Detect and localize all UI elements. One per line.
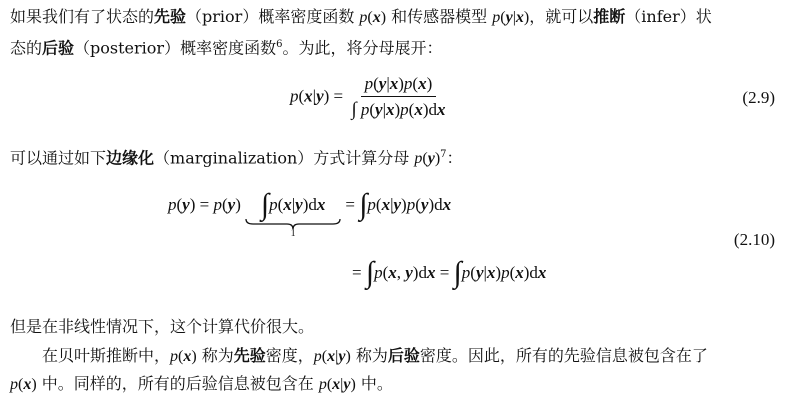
paragraph-3: 但是在非线性情况下，这个计算代价很大。: [10, 317, 315, 336]
paragraph-1-line-1: [10, 4, 712, 31]
text: 密度。因此，所有的先验信息被包含在了: [419, 346, 708, 365]
text: （posterior）概率密度函数: [74, 38, 277, 58]
term-prior: 先验: [233, 346, 266, 365]
text: ：: [446, 148, 463, 168]
text: 称为: [350, 346, 388, 365]
underbrace-group: ∫p(x|y)dx 1: [245, 184, 341, 239]
fraction: $\frac{p(y|x)p(x)}{\int p(y|x)p(x)dx}$: [351, 74, 446, 120]
text: 中。同样的，所有的后验信息被包含在: [36, 374, 319, 393]
term-posterior: 后验: [387, 346, 420, 365]
text: 。为此，将分母展开：: [282, 38, 443, 58]
term-posterior: 后验: [42, 38, 75, 58]
math-px: p(x): [170, 348, 197, 365]
text: 态的: [10, 38, 43, 58]
text: （marginalization）方式计算分母: [154, 148, 415, 168]
text: 可以通过如下: [10, 148, 107, 168]
text: 如果我们有了状态的: [10, 7, 155, 26]
math-px: p(x): [359, 9, 387, 26]
text: 称为: [196, 346, 234, 365]
paragraph-4-line-2: [10, 371, 393, 398]
equation-2-10-line-1: p(y) = p(y) ∫p(x|y)dx 1 = ∫p(x|y)p(y)dx: [168, 184, 451, 239]
text: 和传感器模型: [386, 7, 493, 26]
math-pyx: p(y|x): [492, 9, 530, 26]
math-px: p(x): [10, 376, 37, 393]
text: 密度，: [265, 346, 314, 365]
text: 中。: [355, 374, 393, 393]
equation-number-2-10: (2.10): [733, 230, 775, 249]
text: （prior）概率密度函数: [186, 7, 360, 26]
equation-2-10-line-2: = ∫p(x, y)dx = ∫p(y|x)p(x)dx: [352, 256, 547, 289]
equation-2-9: p(x|y) = $\frac{p(y|x)p(x)}{\int p(y|x)p(x)dx}$: [290, 74, 449, 121]
paragraph-4-line-1: [42, 343, 708, 370]
paragraph-1-line-2: [10, 32, 442, 61]
text: （infer）状: [625, 7, 712, 26]
footnote-marker: 7: [440, 149, 447, 160]
math-py: p(y): [414, 150, 441, 168]
term-prior: 先验: [154, 7, 187, 26]
term-infer: 推断: [593, 7, 626, 26]
footnote-marker: 6: [276, 39, 283, 50]
term-marginalization: 边缘化: [106, 148, 155, 168]
paragraph-2: [10, 142, 463, 172]
underbrace-label: 1: [290, 228, 296, 239]
text: ，就可以: [529, 7, 594, 26]
equation-number-2-9: (2.9): [742, 88, 775, 107]
math-pxy: p(x|y): [313, 348, 351, 365]
text: 在贝叶斯推断中，: [42, 346, 171, 365]
math-pxy: p(x|y): [318, 376, 356, 393]
